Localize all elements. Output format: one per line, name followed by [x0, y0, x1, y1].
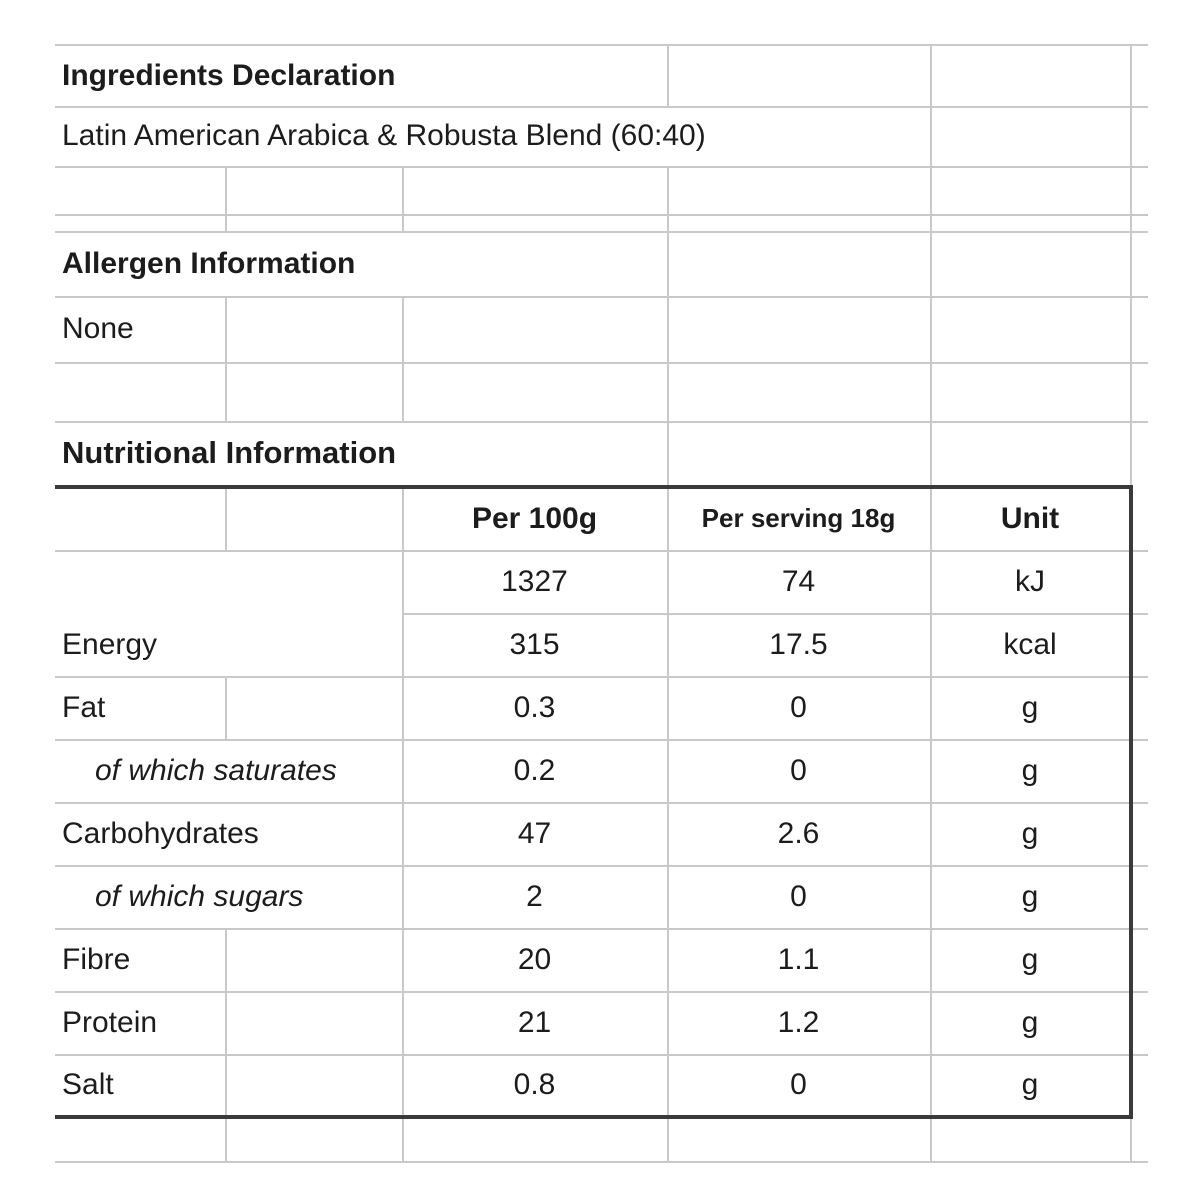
allergen-value: None [62, 312, 134, 345]
cell-salt-per-serving: 0 [790, 1067, 807, 1101]
row-label-energy: Energy [62, 627, 158, 661]
cell-energy-kcal-per-serving: 17.5 [769, 627, 828, 661]
ingredients-declaration-value: Latin American Arabica & Robusta Blend (60:40) [62, 119, 706, 152]
gridline [1130, 44, 1132, 487]
cell-fibre-unit: g [1021, 942, 1039, 976]
column-header-per-serving: Per serving 18g [701, 503, 896, 533]
ingredients-section-title: Ingredients Declaration [62, 58, 396, 92]
row-label-carbohydrates: Carbohydrates [62, 816, 259, 850]
cell-protein-per100g: 21 [517, 1005, 552, 1039]
cell-carbohydrates-per-serving: 2.6 [777, 816, 820, 850]
gridline [225, 166, 227, 232]
gridline [402, 296, 404, 422]
cell-saturates-per100g: 0.2 [513, 753, 556, 787]
cell-sugars-per-serving: 0 [790, 879, 807, 913]
cell-carbohydrates-per100g: 47 [517, 816, 552, 850]
cell-energy-kj-unit: kJ [1015, 564, 1045, 598]
cell-protein-per-serving: 1.2 [777, 1005, 820, 1039]
row-label-of-which-sugars: of which sugars [95, 879, 304, 913]
cell-sugars-per100g: 2 [526, 879, 543, 913]
gridline [1130, 1117, 1132, 1163]
cell-energy-kcal-unit: kcal [1003, 627, 1057, 661]
cell-fat-per-serving: 0 [790, 690, 807, 724]
cell-energy-kj-per100g: 1327 [501, 564, 568, 598]
gridline [55, 214, 1148, 216]
row-label-fibre: Fibre [62, 942, 131, 976]
nutrition-section-title: Nutritional Information [62, 435, 397, 470]
cell-protein-unit: g [1021, 1005, 1039, 1039]
cell-carbohydrates-unit: g [1021, 816, 1039, 850]
gridline [225, 928, 227, 1163]
cell-saturates-unit: g [1021, 753, 1039, 787]
cell-fat-unit: g [1021, 690, 1039, 724]
gridline [55, 362, 1148, 364]
row-label-protein: Protein [62, 1005, 158, 1039]
gridline [55, 1161, 1148, 1163]
cell-sugars-unit: g [1021, 879, 1039, 913]
allergen-section-title: Allergen Information [62, 246, 356, 280]
cell-salt-per100g: 0.8 [513, 1067, 556, 1101]
cell-energy-kj-per-serving: 74 [781, 564, 816, 598]
cell-salt-unit: g [1021, 1067, 1039, 1101]
cell-energy-kcal-per100g: 315 [509, 627, 560, 661]
row-label-salt: Salt [62, 1067, 114, 1101]
column-header-unit: Unit [1000, 501, 1060, 535]
row-label-fat: Fat [62, 690, 106, 724]
gridline [225, 487, 227, 550]
row-label-of-which-saturates: of which saturates [95, 753, 337, 787]
cell-fibre-per100g: 20 [517, 942, 552, 976]
cell-saturates-per-serving: 0 [790, 753, 807, 787]
column-header-per-100g: Per 100g [471, 501, 598, 535]
gridline [55, 166, 1148, 168]
cell-fat-per100g: 0.3 [513, 690, 556, 724]
cell-fibre-per-serving: 1.1 [777, 942, 820, 976]
nutrition-table-bottom-border [55, 1115, 1133, 1119]
gridline [402, 166, 404, 232]
gridline [667, 44, 669, 107]
gridline [225, 676, 227, 739]
